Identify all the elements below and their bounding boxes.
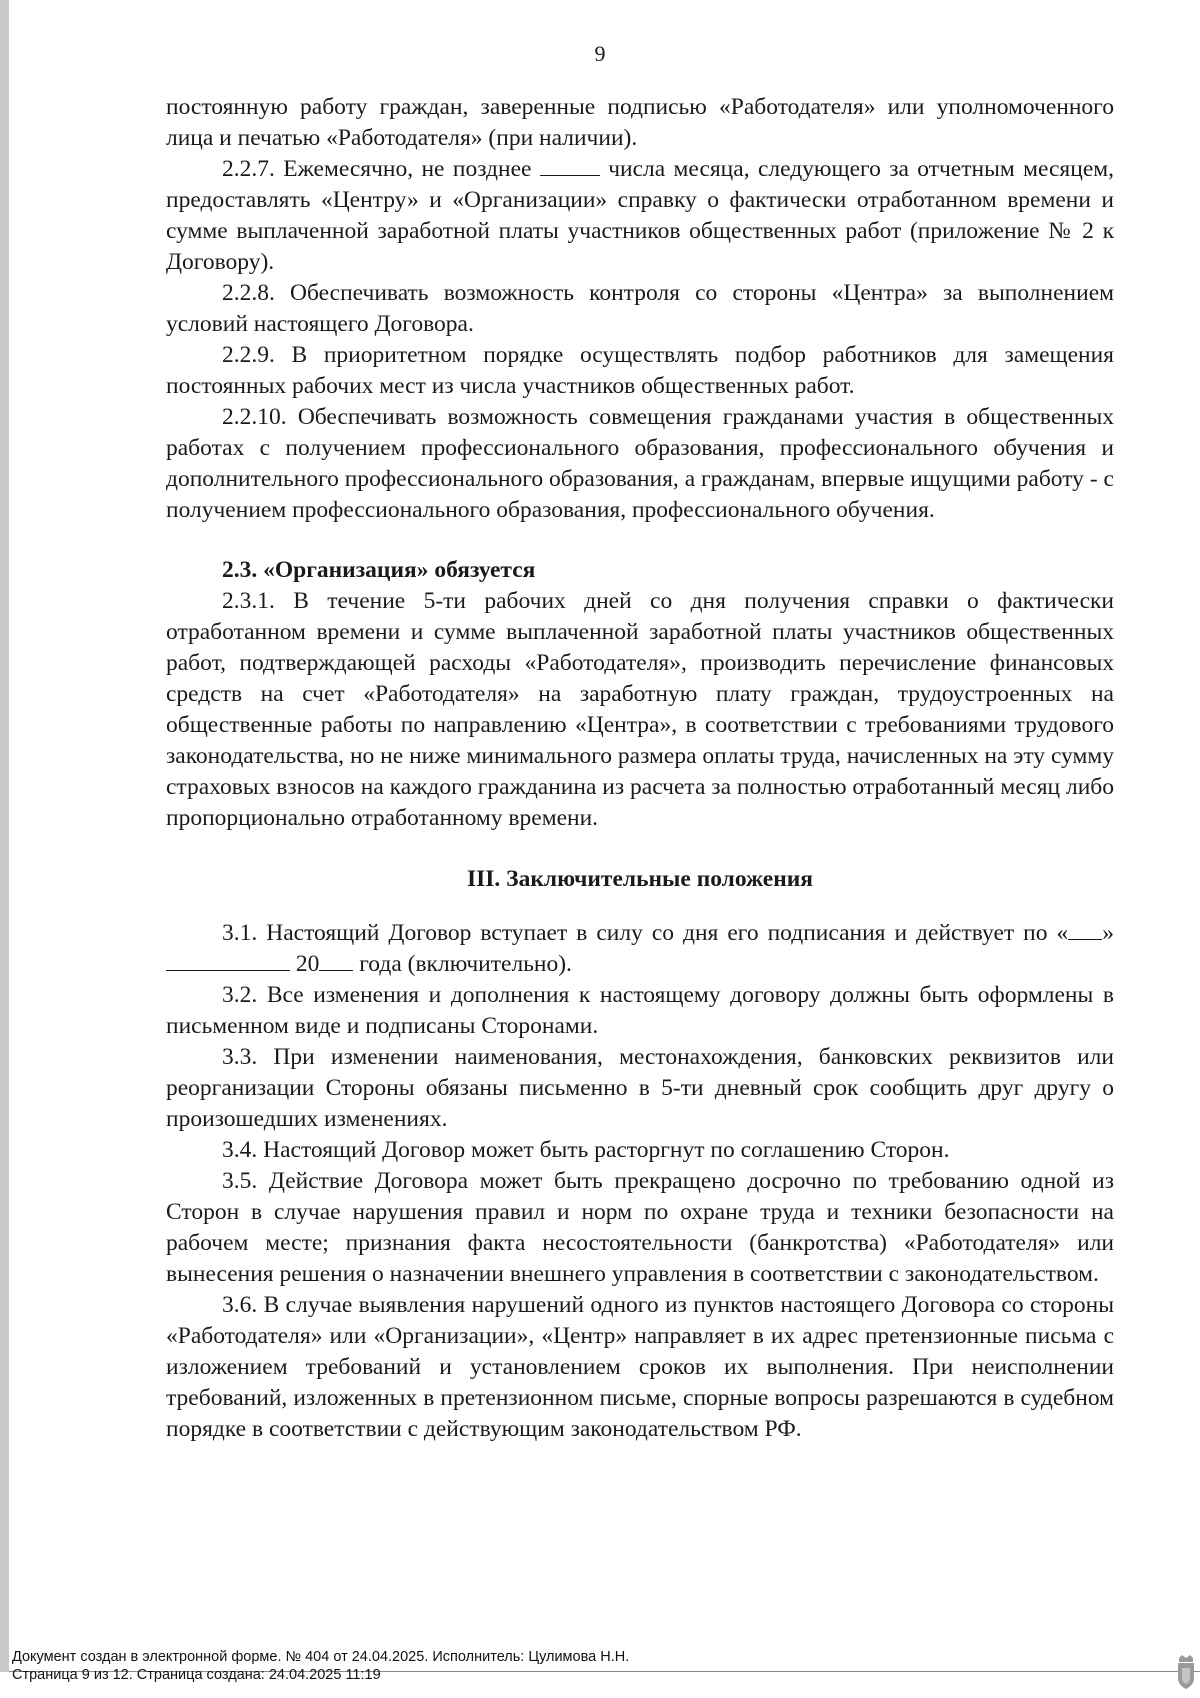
- blank-month-field: [166, 949, 290, 971]
- clause-3-3: 3.3. При изменении наименования, местонахождения, банковских реквизитов или реорганизации Стороны обязаны письменно в 5-ти дневный срок сообщить друг другу о произошедших изменениях.: [166, 1044, 1114, 1132]
- document-footer: [12, 1648, 629, 1684]
- footer-line-page-info: Страница 9 из 12. Страница создана: 24.04.2025 11:19: [12, 1667, 381, 1683]
- footer-line-document-info: Документ создан в электронной форме. № 404 от 24.04.2025. Исполнитель: Цулимова Н.Н.: [12, 1649, 630, 1665]
- subsection-heading-2-3: 2.3. «Организация» обязуется: [222, 557, 536, 583]
- clause-2-2-9: 2.2.9. В приоритетном порядке осуществлять подбор работников для замещения постоянных рабочих мест из числа участников общественных работ.: [166, 342, 1114, 399]
- clause-2-2-7-text-start: 2.2.7. Ежемесячно, не позднее: [222, 156, 540, 182]
- blank-day-field: [1068, 918, 1102, 940]
- document-body: [166, 92, 1114, 1445]
- clause-3-1-text-end: года (включительно).: [353, 951, 572, 977]
- clause-3-1-year-prefix: 20: [290, 951, 320, 977]
- clause-3-5: 3.5. Действие Договора может быть прекращено досрочно по требованию одной из Сторон в случае нарушения правил и норм по охране труда и техники безопасности на рабочем месте; признания факта несостоятельности (банкротства) «Работодателя» или вынесения решения о назначении внешнего управления в соответствии с законодательством.: [166, 1168, 1114, 1287]
- clause-3-1-text-start: 3.1. Настоящий Договор вступает в силу со дня его подписания и действует по «: [222, 920, 1069, 946]
- clause-2-2-8: 2.2.8. Обеспечивать возможность контроля со стороны «Центра» за выполнением условий настоящего Договора.: [166, 280, 1114, 337]
- clause-3-6: 3.6. В случае выявления нарушений одного из пунктов настоящего Договора со стороны «Работодателя» или «Организации», «Центр» направляет в их адрес претензионные письма с изложением требований и установлением сроков их выполнения. При неисполнении требований, изложенных в претензионном письме, спорные вопросы разрешаются в судебном порядке в соответствии с действующим законодательством РФ.: [166, 1292, 1114, 1442]
- page-left-edge: [0, 0, 9, 1672]
- section-heading-III: III. Заключительные положения: [467, 866, 813, 892]
- clause-3-2: 3.2. Все изменения и дополнения к настоящему договору должны быть оформлены в письменном виде и подписаны Сторонами.: [166, 982, 1114, 1039]
- page-number: 9: [594, 41, 606, 66]
- coat-of-arms-icon: [1176, 1654, 1196, 1690]
- clause-2-2-7-text-end: числа месяца, следующего за отчетным месяцем, предоставлять «Центру» и «Организации» справку о фактически отработанном времени и сумме выплаченной заработной платы участников общественных работ (приложение № 2 к Договору).: [166, 156, 1114, 275]
- clause-3-1: [166, 918, 1114, 980]
- paragraph-continuation: постоянную работу граждан, заверенные подписью «Работодателя» или уполномоченного лица и печатью «Работодателя» (при наличии).: [166, 94, 1114, 151]
- clause-3-4: 3.4. Настоящий Договор может быть расторгнут по соглашению Сторон.: [222, 1137, 950, 1163]
- clause-2-3-1: 2.3.1. В течение 5-ти рабочих дней со дня получения справки о фактически отработанном времени и сумме выплаченной заработной платы участников общественных работ, подтверждающей расходы «Работодателя», производить перечисление финансовых средств на счет «Работодателя» на заработную плату граждан, трудоустроенных на общественные работы по направлению «Центра», в соответствии с требованиями трудового законодательства, но не ниже минимального размера оплаты труда, начисленных на эту сумму страховых взносов на каждого гражданина из расчета за полностью отработанный месяц либо пропорционально отработанному времени.: [166, 588, 1114, 831]
- blank-year-field: [319, 949, 353, 971]
- clause-2-2-7: [166, 154, 1114, 278]
- blank-day-field: [540, 154, 600, 176]
- clause-2-2-10: 2.2.10. Обеспечивать возможность совмещения гражданами участия в общественных работах с получением профессионального образования, профессионального обучения и дополнительного профессионального образования, а гражданам, впервые ищущими работу - с получением профессионального образования, профессионального обучения.: [166, 404, 1114, 523]
- clause-3-1-quote-close: »: [1102, 920, 1114, 946]
